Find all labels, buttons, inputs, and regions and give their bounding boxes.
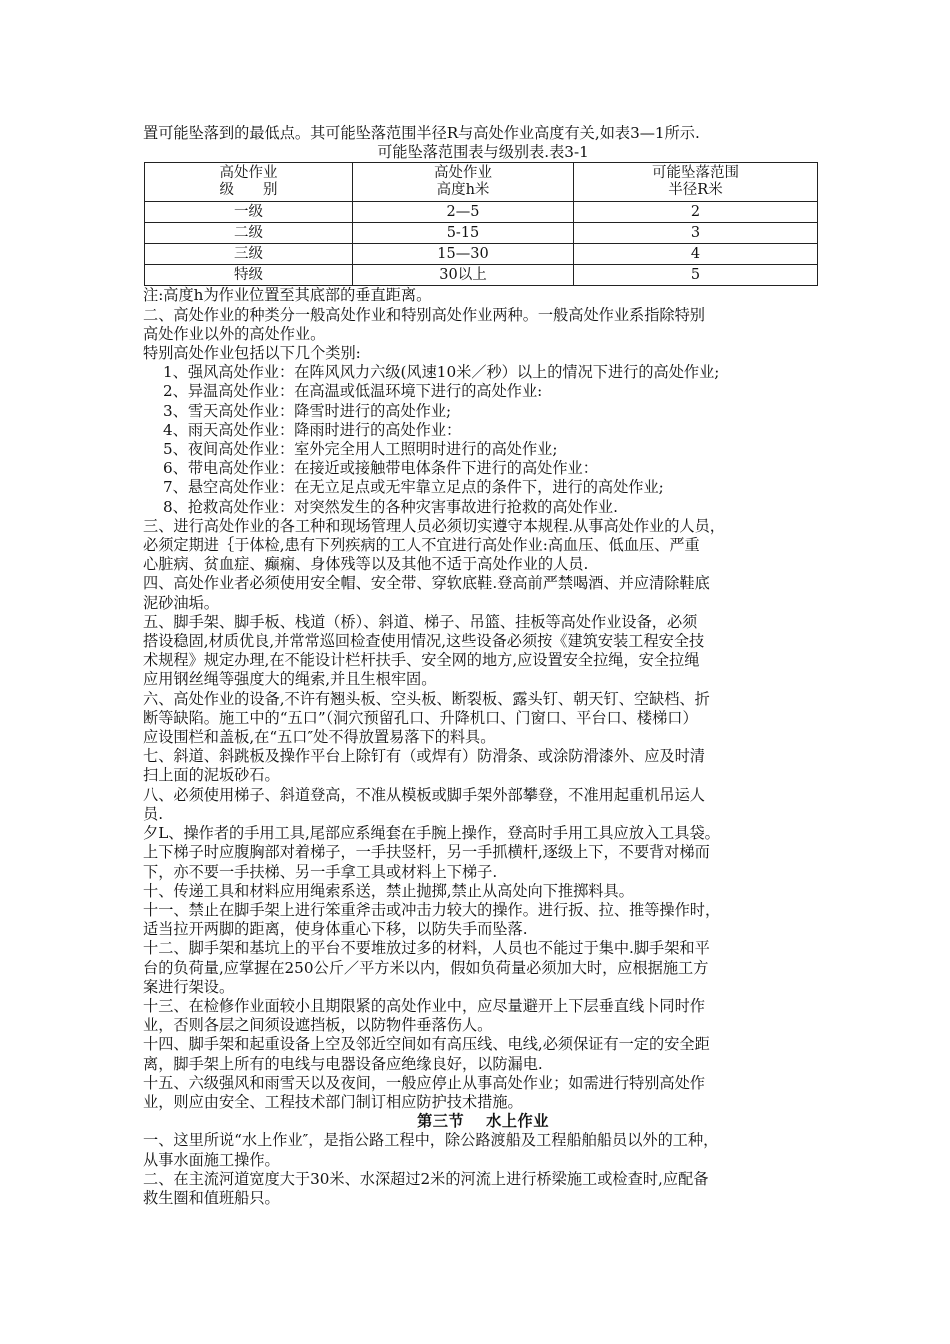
paragraph — [143, 574, 823, 612]
text-line: 术规程》规定办理,在不能设计栏杆扶手、安全网的地方,应设置安全拉绳，安全拉绳 — [143, 651, 700, 670]
table-cell: 特级 — [145, 265, 353, 286]
table-note: 注:高度h为作业位置至其底部的垂直距离。 — [143, 286, 432, 305]
text-line: 十一、禁止在脚手架上进行笨重斧击或冲击力较大的操作。进行扳、拉、推等操作时， — [143, 900, 721, 919]
list-item: 5、夜间高处作业：室外完全用人工照明时进行的高处作业; — [163, 440, 558, 459]
text-line: 十五、六级强风和雨雪天以及夜间，一般应停止从事高处作业；如需进行特别高处作 — [143, 1073, 705, 1092]
table-cell: 15—30 — [353, 244, 574, 265]
header-cell-grade — [145, 163, 353, 202]
table-cell: 一级 — [145, 202, 353, 223]
table-cell: 3 — [574, 223, 818, 244]
text-line: 二、在主流河道宽度大于30米、水深超过2米的河流上进行桥梁施工或检查时,应配备 — [143, 1169, 709, 1188]
paragraph — [143, 613, 823, 690]
text-line: 二、高处作业的种类分一般高处作业和特别高处作业两种。一般高处作业系指除特别 — [143, 305, 705, 324]
water-work-body — [143, 1131, 823, 1208]
text-line: 业，否则各层之间须设遮挡板，以防物件垂落伤人。 — [143, 1016, 493, 1035]
header-line: 高处作业 — [434, 165, 492, 182]
text-line: 上下梯子时应腹胸部对着梯子，一手扶竖杆，另一手抓横杆,逐级上下，不要背对梯而 — [143, 843, 710, 862]
paragraph — [143, 1035, 823, 1073]
section-title: 水上作业 — [486, 1112, 549, 1131]
table-cell: 30以上 — [353, 265, 574, 286]
list-item: 6、带电高处作业：在接近或接触带电体条件下进行的高处作业： — [163, 459, 598, 478]
paragraph — [143, 1131, 823, 1169]
text-line: 十四、脚手架和起重设备上空及邻近空间如有高压线、电线,必须保证有一定的安全距 — [143, 1035, 710, 1054]
table-row — [145, 244, 818, 265]
text-line: 四、高处作业者必须使用安全帽、安全带、穿软底鞋.登高前严禁喝酒、并应清除鞋底 — [143, 574, 710, 593]
header-line: 级 别 — [219, 182, 278, 199]
text-line: 从事水面施工操作。 — [143, 1150, 280, 1169]
text-line: 十二、脚手架和基坑上的平台不要堆放过多的材料，人员也不能过于集中.脚手架和平 — [143, 939, 710, 958]
paragraph — [143, 517, 823, 575]
section-heading — [143, 1112, 823, 1131]
paragraph-2 — [143, 306, 823, 344]
paragraph — [143, 882, 823, 901]
text-line: 十三、在检修作业面较小且期限紧的高处作业中，应尽量避开上下层垂直线卜同时作 — [143, 996, 705, 1015]
table-cell: 三级 — [145, 244, 353, 265]
text-line: 断等缺陷。施工中的“五口”（洞穴预留孔口、升降机口、门窗口、平台口、楼梯口） — [143, 708, 698, 727]
list-item: 7、悬空高处作业：在无立足点或无牢靠立足点的条件下，进行的高处作业; — [163, 478, 664, 497]
paragraph — [143, 901, 823, 939]
table-row — [145, 265, 818, 286]
paragraph — [143, 690, 823, 748]
paragraph — [143, 997, 823, 1035]
list-item: 2、异温高处作业：在高温或低温环境下进行的高处作业: — [163, 382, 543, 401]
paragraph — [143, 786, 823, 824]
text-line: 一、这里所说“水上作业″，是指公路工程中，除公路渡船及工程船舶船员以外的工种， — [143, 1131, 719, 1150]
text-line: 七、斜道、斜跳板及操作平台上除钉有（或焊有）防滑条、或涂防滑漆外、应及时清 — [143, 747, 705, 766]
text-line: 心脏病、贫血症、癫痫、身体残等以及其他不适于高处作业的人员. — [143, 555, 589, 574]
list-item: 3、雪天高处作业：降雪时进行的高处作业; — [163, 401, 452, 420]
document-page — [143, 124, 823, 1208]
table-cell: 2 — [574, 202, 818, 223]
text-line: 五、脚手架、脚手板、栈道（桥）、斜道、梯子、吊篮、挂板等高处作业设备，必须 — [143, 612, 698, 631]
list-item: 8、抢救高处作业：对突然发生的各种灾害事故进行抢救的高处作业. — [163, 497, 618, 516]
text-line: 下，亦不要一手扶梯、另一手拿工具或材料上下梯子. — [143, 862, 498, 881]
section-number: 第三节 — [417, 1112, 465, 1131]
header-line: 可能坠落范围 — [652, 165, 739, 182]
text-line: 搭设稳固,材质优良,并常常巡回检查使用情况,这些设备必须按《建筑安装工程安全技 — [143, 632, 705, 651]
special-intro: 特别高处作业包括以下几个类别: — [143, 344, 361, 363]
table-cell: 4 — [574, 244, 818, 265]
text-line: 离，脚手架上所有的电线与电器设备应绝缘良好，以防漏电. — [143, 1054, 543, 1073]
paragraph — [143, 747, 823, 785]
text-line: 案进行架设。 — [143, 977, 235, 996]
text-line: 泥砂油垢。 — [143, 593, 219, 612]
paragraph — [143, 1170, 823, 1208]
text-line: 应设围栏和盖板,在“五口″处不得放置易落下的料具。 — [143, 728, 496, 747]
text-line: 高处作业以外的高处作业。 — [143, 324, 326, 343]
paragraph — [143, 939, 823, 997]
text-line: 六、高处作业的设备,不许有翘头板、空头板、断裂板、露头钉、朝天钉、空缺档、折 — [143, 689, 710, 708]
table-header-row — [145, 163, 818, 202]
text-line: 扫上面的泥坂砂石。 — [143, 766, 280, 785]
fall-radius-table — [144, 162, 818, 286]
text-line: 救生圈和值班船只。 — [143, 1188, 280, 1207]
header-line: 高度h米 — [436, 182, 490, 199]
header-line: 半径R米 — [668, 182, 723, 199]
intro-line: 置可能坠落到的最低点。其可能坠落范围半径R与高处作业高度有关,如表3—1所示. — [143, 124, 700, 142]
special-list — [143, 363, 823, 517]
text-line: 十、传递工具和材料应用绳索系送，禁止抛掷,禁止从高处向下推掷料具。 — [143, 881, 634, 900]
table-row — [145, 223, 818, 244]
paragraph — [143, 824, 823, 882]
header-cell-radius — [574, 163, 818, 202]
text-line: 员. — [143, 804, 164, 823]
paragraph — [143, 1074, 823, 1112]
rules-body — [143, 517, 823, 1112]
table-caption: 可能坠落范围表与级别表.表3-1 — [377, 143, 589, 162]
text-line: 八、必须使用梯子、斜道登高，不准从模板或脚手架外部攀登，不准用起重机吊运人 — [143, 785, 705, 804]
table-row — [145, 202, 818, 223]
text-line: 台的负荷量,应掌握在250公斤／平方米以内，假如负荷量必须加大时，应根据施工方 — [143, 958, 709, 977]
header-line: 高处作业 — [219, 165, 278, 182]
list-item: 1、强风高处作业：在阵风风力六级(风速10米／秒）以上的情况下进行的高处作业; — [163, 363, 720, 382]
text-line: 夕L、操作者的手用工具,尾部应系绳套在手腕上操作，登高时手用工具应放入工具袋。 — [143, 824, 720, 843]
text-line: 应用钢丝绳等强度大的绳索,并且生根牢固。 — [143, 670, 437, 689]
table-cell: 5-15 — [353, 223, 574, 244]
table-cell: 二级 — [145, 223, 353, 244]
text-line: 业，则应由安全、工程技术部门制订相应防护技术措施。 — [143, 1092, 523, 1111]
text-line: 必须定期进｛于体检,患有下列疾病的工人不宜进行高处作业:高血压、低血压、严重 — [143, 536, 700, 555]
list-item: 4、雨天高处作业：降雨时进行的高处作业： — [163, 420, 462, 439]
table-cell: 2—5 — [353, 202, 574, 223]
table-cell: 5 — [574, 265, 818, 286]
text-line: 适当拉开两脚的距离，使身体重心下移，以防失手而坠落. — [143, 920, 528, 939]
text-line: 三、进行高处作业的各工种和现场管理人员必须切实遵守本规程.从事高处作业的人员， — [143, 516, 725, 535]
header-cell-height — [353, 163, 574, 202]
